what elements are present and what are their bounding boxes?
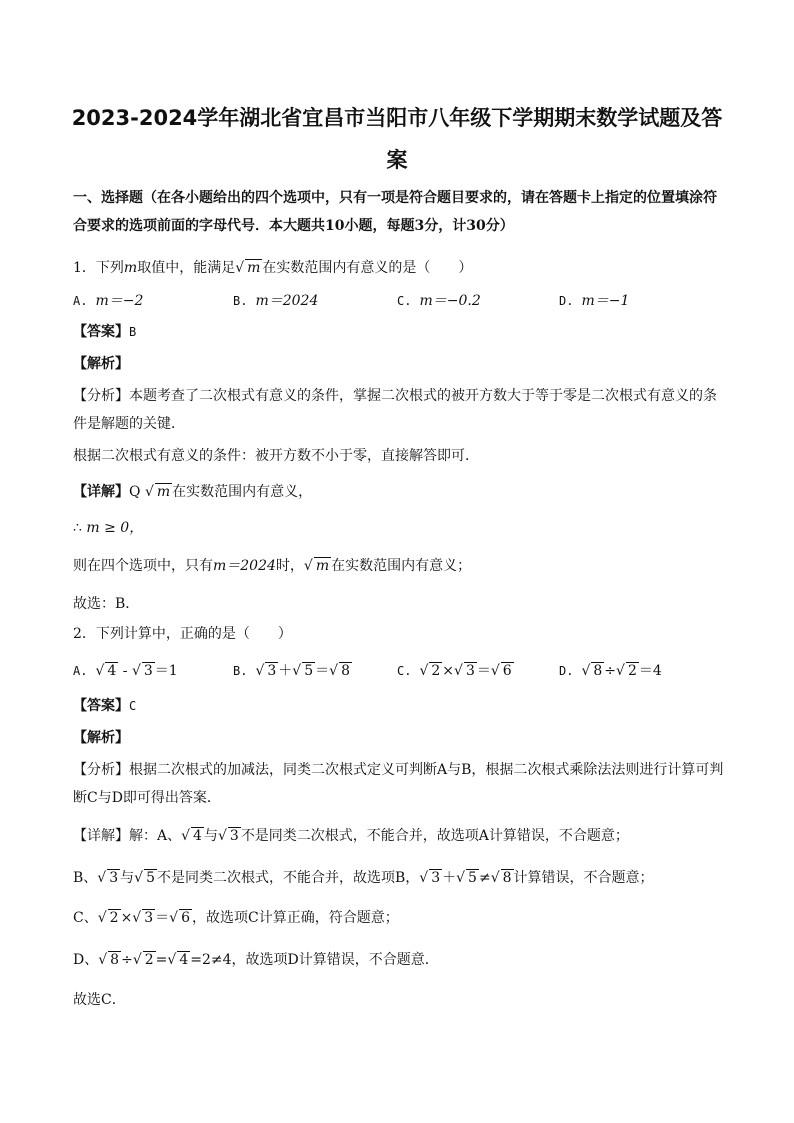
q1-option-d: D. m＝−1 [559, 293, 630, 309]
q1-choose: 故选：B． [73, 596, 140, 612]
q2-option-a: A. √ 4 - √ 3 ＝1 [73, 663, 178, 679]
section-heading-line2: 合要求的选项前面的字母代号．本大题共10小题，每题3分，计30分） [73, 218, 514, 234]
q2-fenxi-line1: 【分析】根据二次根式的加减法，同类二次根式定义可判断A与B，根据二次根式乘除法法则进行计算可判 [73, 762, 724, 778]
q1-fenxi-line1: 【分析】本题考查了二次根式有意义的条件，掌握二次根式的被开方数大于等于零是二次根式有意义的条 [73, 388, 717, 404]
q1-options [73, 290, 713, 310]
q2-answer: 【答案】C [73, 698, 137, 714]
doc-title-line2: 案 [386, 148, 408, 172]
q2-detail-a: 【详解】解：A、√ 4 与√ 3 不是同类二次根式，不能合并，故选项A计算错误，不合题意； [73, 828, 629, 844]
q2-analysis-tag: 【解析】 [73, 730, 129, 746]
q2-detail-d: D、√ 8 ÷√ 2 =√ 4 =2≠4，故选项D计算错误，不合题意． [73, 952, 439, 968]
q1-option-b: B. m＝2024 [233, 293, 319, 309]
q1-detail-line3: 则在四个选项中，只有m＝2024时，√ m 在实数范围内有意义； [73, 558, 472, 574]
q1-option-c: C. m＝−0.2 [397, 293, 481, 309]
q1-method: 根据二次根式有意义的条件：被开方数不小于零，直接解答即可． [73, 448, 479, 464]
q1-stem: 1．下列m取值中，能满足√ m 在实数范围内有意义的是（ ） [73, 260, 473, 276]
q2-fenxi-line2: 断C与D即可得出答案． [73, 790, 221, 806]
q2-choose: 故选C． [73, 992, 126, 1008]
q1-sqrt-m: m [247, 260, 261, 276]
q2-stem: 2．下列计算中，正确的是（ ） [73, 626, 292, 642]
section-heading-line1: 一、选择题（在各小题给出的四个选项中，只有一项是符合题目要求的，请在答题卡上指定的位置填涂符 [73, 190, 717, 206]
q2-detail-c: C、√ 2 ×√ 3 ＝√ 6 ，故选项C计算正确，符合题意； [73, 910, 399, 926]
q2-option-c: C. √ 2 ×√ 3 ＝√ 6 [397, 663, 512, 679]
q2-options [73, 660, 713, 680]
q2-detail-b: B、√ 3 与√ 5 不是同类二次根式，不能合并，故选项B，√ 3 ＋√ 5 ≠√ 8 计算错误，不合题意； [73, 870, 654, 886]
q1-fenxi-line2: 件是解题的关键． [73, 416, 185, 432]
q1-analysis-tag: 【解析】 [73, 356, 129, 372]
q1-option-a: A. m＝−2 [73, 293, 144, 309]
q2-option-b: B. √ 3 ＋√ 5 ＝√ 8 [233, 663, 350, 679]
q1-detail-line1: 【详解】Q √ m 在实数范围内有意义， [73, 484, 313, 500]
doc-title-line1: 2023-2024学年湖北省宜昌市当阳市八年级下学期期末数学试题及答 [71, 106, 723, 130]
q2-option-d: D. √ 8 ÷√ 2 ＝4 [559, 663, 662, 679]
q1-detail-line2: ∴ m ≥ 0， [73, 520, 144, 536]
q1-answer: 【答案】B [73, 324, 137, 340]
q1-var-m: m [123, 260, 138, 276]
